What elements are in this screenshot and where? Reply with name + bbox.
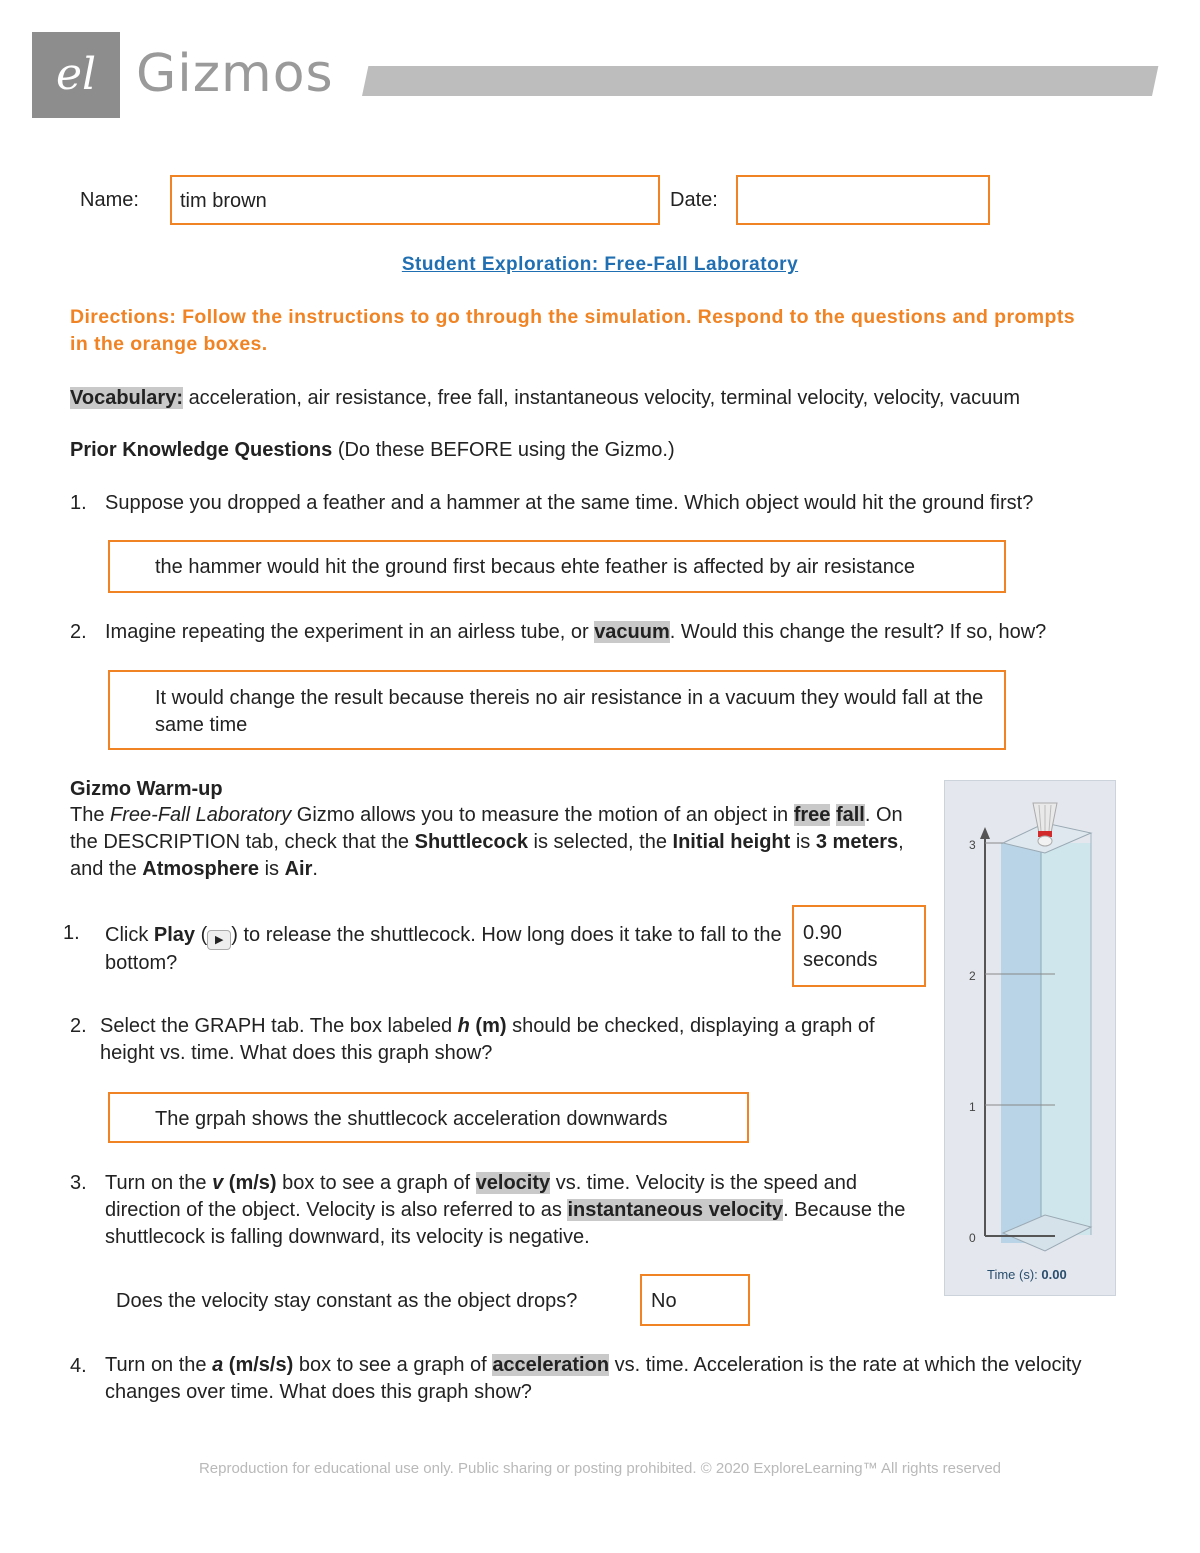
intro-air: Air	[284, 858, 313, 880]
warmup-q1-answer-value: 0.90	[803, 922, 842, 944]
logo-glyph: el	[55, 49, 97, 100]
warmup-q3-number: 3.	[70, 1172, 87, 1194]
tick-label-2: 2	[969, 969, 976, 983]
directions: Directions: Follow the instructions to go through the simulation. Respond to the questions and prompts in the orange boxes.	[70, 306, 1075, 355]
vocabulary-label: Vocabulary:	[70, 387, 183, 409]
date-field[interactable]	[736, 175, 990, 225]
warmup-q2-number: 2.	[70, 1015, 87, 1037]
term-fall: fall	[835, 804, 865, 826]
term-instantaneous-velocity: instantaneous velocity	[567, 1199, 784, 1221]
term-acceleration: acceleration	[492, 1354, 610, 1376]
q1-pre: Click	[105, 924, 149, 946]
warmup-heading-text: Gizmo Warm-up	[70, 778, 223, 800]
prior-q1-answer-box[interactable]	[108, 540, 1006, 593]
name-label: Name:	[80, 189, 139, 211]
q3-post: . Because the shuttlecock is falling downward, its velocity is negative.	[105, 1199, 906, 1248]
warmup-q2-text	[100, 1013, 920, 1067]
warmup-q1-number: 1.	[63, 922, 80, 944]
prior-q2-pre: Imagine repeating the experiment in an airless tube, or	[105, 621, 589, 643]
footer-copyright: Reproduction for educational use only. Public sharing or posting prohibited. © 2020 ExploreLearning™ All rights reserved	[198, 1460, 1002, 1477]
vocabulary-terms: acceleration, air resistance, free fall, instantaneous velocity, terminal velocity, velocity, vacuum	[188, 387, 1021, 409]
prior-q1-text: Suppose you dropped a feather and a hammer at the same time. Which object would hit the ground first?	[105, 492, 1034, 514]
warmup-heading	[70, 776, 223, 803]
prior-knowledge-heading	[70, 437, 675, 464]
q4-a: a	[212, 1354, 224, 1376]
prior-heading-text: Prior Knowledge Questions	[70, 439, 333, 461]
tick-label-0: 0	[969, 1231, 976, 1245]
warmup-q2-answer: The grpah shows the shuttlecock acceleration downwards	[155, 1108, 668, 1130]
prior-note: (Do these BEFORE using the Gizmo.)	[337, 439, 675, 461]
explorelearning-logo	[32, 32, 120, 118]
page-title: Student Exploration: Free-Fall Laboratory	[401, 254, 799, 275]
intro-6: , and the	[70, 831, 904, 880]
warmup-q2-answer-box[interactable]	[108, 1092, 749, 1143]
q3-unit: (m/s)	[228, 1172, 277, 1194]
q3-mid2: vs. time. Velocity is the speed and direction of the object. Velocity is also referred to as	[105, 1172, 857, 1221]
tick-label-1: 1	[969, 1100, 976, 1114]
q1-play: Play	[153, 924, 196, 946]
tube-front-face	[1001, 843, 1041, 1243]
intro-5: is	[795, 831, 811, 853]
q3-v: v	[212, 1172, 224, 1194]
prior-q2-number: 2.	[70, 621, 87, 643]
q2-post: should be checked, displaying a graph of height vs. time. What does this graph show?	[100, 1015, 875, 1064]
play-button-icon: ▶	[207, 930, 231, 950]
term-free: free	[793, 804, 831, 826]
gizmo-simulation-image	[944, 780, 1116, 1296]
name-value: tim brown	[180, 190, 267, 212]
tick-label-3: 3	[969, 838, 976, 852]
q3-mid: box to see a graph of	[282, 1172, 471, 1194]
intro-3: . On the DESCRIPTION tab, check that the	[70, 804, 903, 853]
warmup-q1-text: Click Play ( ▶ ) to release the shuttlecock. How long does it take to fall to the bottom?	[105, 924, 782, 974]
q4-post: vs. time. Acceleration is the rate at which the velocity changes over time. What does this graph show?	[105, 1354, 1082, 1403]
q2-h: h	[457, 1015, 470, 1037]
intro-initial-height: Initial height	[672, 831, 791, 853]
brand-name: Gizmos	[136, 44, 334, 104]
intro-2: Gizmo allows you to measure the motion of an object in	[296, 804, 789, 826]
q4-mid: box to see a graph of	[298, 1354, 487, 1376]
warmup-intro	[70, 802, 932, 883]
prior-q2-answer: It would change the result because thereis no air resistance in a vacuum they would fall at the same time	[155, 687, 984, 736]
intro-4: is selected, the	[533, 831, 667, 853]
q2-pre: Select the GRAPH tab. The box labeled	[100, 1015, 453, 1037]
ruler-arrow	[980, 827, 990, 839]
time-value: 0.00	[1041, 1267, 1067, 1282]
prior-q2-answer-box[interactable]	[108, 670, 1006, 750]
prior-q1-answer: the hammer would hit the ground first becaus ehte feather is affected by air resistance	[155, 556, 916, 578]
q3-pre: Turn on the	[105, 1172, 207, 1194]
q2-m: (m)	[475, 1015, 507, 1037]
warmup-q4-text	[105, 1352, 1105, 1406]
intro-meters: 3 meters	[815, 831, 899, 853]
term-velocity: velocity	[475, 1172, 551, 1194]
date-label: Date:	[670, 189, 718, 211]
warmup-q3-answer-box[interactable]	[640, 1274, 750, 1326]
q4-pre: Turn on the	[105, 1354, 207, 1376]
warmup-q1-answer-box[interactable]	[792, 905, 926, 987]
vocabulary	[70, 385, 1140, 412]
intro-1: The	[70, 804, 105, 826]
intro-shuttlecock: Shuttlecock	[414, 831, 528, 853]
warmup-q3-answer: No	[651, 1290, 677, 1312]
q1-post: ) to release the shuttlecock. How long does it take to fall to the bottom?	[105, 924, 782, 974]
prior-q1-number: 1.	[70, 492, 87, 514]
intro-atmosphere: Atmosphere	[142, 858, 259, 880]
term-vacuum: vacuum	[594, 621, 670, 643]
q4-unit: (m/s/s)	[228, 1354, 294, 1376]
intro-8: .	[312, 858, 318, 880]
name-field[interactable]	[170, 175, 660, 225]
header-bar	[362, 66, 1158, 96]
time-readout	[987, 1267, 1067, 1282]
prior-q2-text	[105, 619, 1135, 646]
time-label: Time (s):	[987, 1267, 1038, 1282]
warmup-q4-number: 4.	[70, 1355, 87, 1377]
intro-7: is	[264, 858, 280, 880]
prior-q2-post: . Would this change the result? If so, how?	[669, 621, 1047, 643]
drop-tube-illustration	[945, 781, 1117, 1297]
gizmo-name: Free-Fall Laboratory	[110, 804, 292, 826]
warmup-q3-subquestion: Does the velocity stay constant as the object drops?	[116, 1290, 578, 1312]
warmup-q1-answer-unit: seconds	[803, 949, 878, 971]
warmup-q3-text	[105, 1170, 923, 1251]
